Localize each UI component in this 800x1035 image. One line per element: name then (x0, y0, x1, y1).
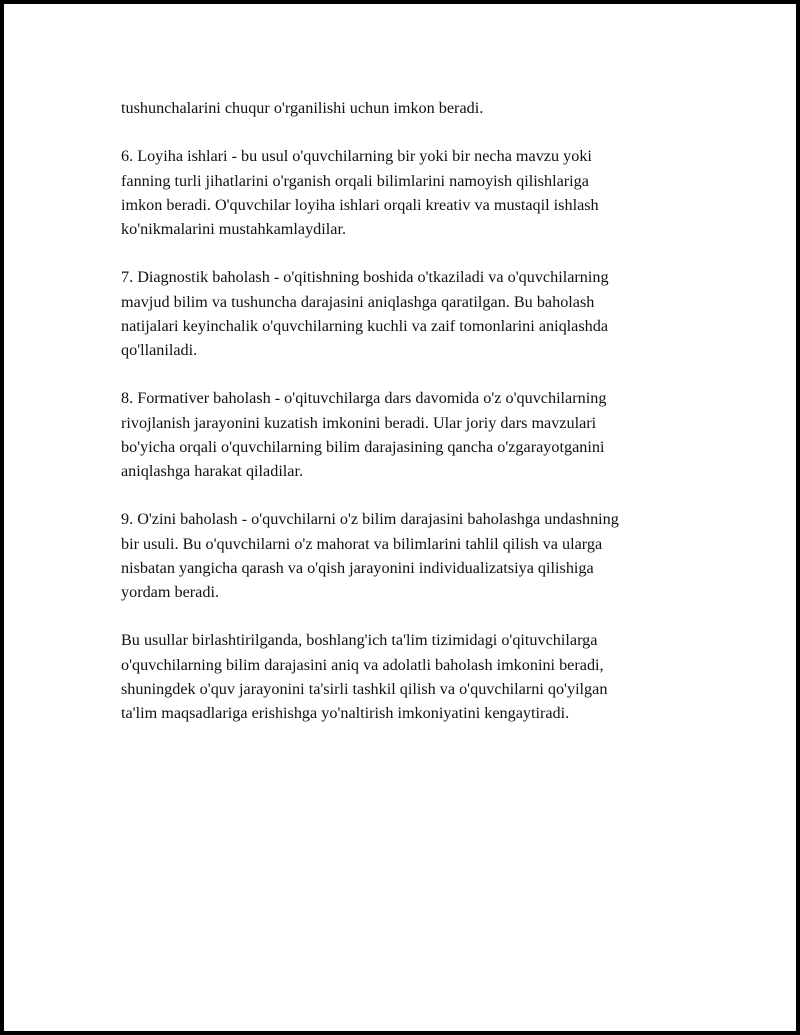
text-line: rivojlanish jarayonini kuzatish imkonini beradi. Ular joriy dars mavzulari (121, 413, 597, 432)
text-line: 9. O'zini baholash - o'quvchilarni o'z bilim darajasini baholashga undashning (121, 510, 619, 529)
text-line: mavjud bilim va tushuncha darajasini aniqlashga qaratilgan. Bu baholash (121, 292, 595, 311)
text-line: 8. Formativer baholash - o'qituvchilarga dars davomida o'z o'quvchilarning (121, 389, 607, 408)
text-line: o'quvchilarning bilim darajasini aniq va adolatli baholash imkonini beradi, (121, 655, 604, 674)
text-line: tushunchalarini chuqur o'rganilishi uchun imkon beradi. (121, 99, 484, 117)
text-line: ta'lim maqsadlariga erishishga yo'naltirish imkoniyatini kengaytiradi. (121, 704, 570, 722)
paragraph-continuation (121, 96, 721, 120)
paragraph-item-6-project-work (121, 144, 721, 241)
text-line: 6. Loyiha ishlari - bu usul o'quvchilarning bir yoki bir necha mavzu yoki (121, 147, 592, 166)
text-line: natijalari keyinchalik o'quvchilarning kuchli va zaif tomonlarini aniqlashda (121, 316, 609, 335)
text-line: 7. Diagnostik baholash - o'qitishning boshida o'tkaziladi va o'quvchilarning (121, 268, 609, 287)
document-body (121, 96, 721, 749)
text-line: qo'llaniladi. (121, 341, 198, 359)
text-line: imkon beradi. O'quvchilar loyiha ishlari orqali kreativ va mustaqil ishlash (121, 195, 599, 214)
text-line: bo'yicha orqali o'quvchilarning bilim darajasining qancha o'zgarayotganini (121, 437, 605, 456)
text-line: Bu usullar birlashtirilganda, boshlang'ich ta'lim tizimidagi o'qituvchilarga (121, 631, 598, 650)
paragraph-item-7-diagnostic-assessment (121, 265, 721, 362)
text-line: yordam beradi. (121, 583, 219, 601)
paragraph-item-9-self-assessment (121, 507, 721, 604)
paragraph-conclusion (121, 628, 721, 725)
text-line: shuningdek o'quv jarayonini ta'sirli tashkil qilish va o'quvchilarni qo'yilgan (121, 679, 608, 698)
text-line: bir usuli. Bu o'quvchilarni o'z mahorat va bilimlarini tahlil qilish va ularga (121, 534, 603, 553)
text-line: fanning turli jihatlarini o'rganish orqali bilimlarini namoyish qilishlariga (121, 171, 589, 190)
text-line: ko'nikmalarini mustahkamlaydilar. (121, 220, 346, 238)
text-line: nisbatan yangicha qarash va o'qish jarayonini individualizatsiya qilishiga (121, 558, 594, 577)
text-line: aniqlashga harakat qiladilar. (121, 462, 304, 480)
paragraph-item-8-formative-assessment (121, 386, 721, 483)
